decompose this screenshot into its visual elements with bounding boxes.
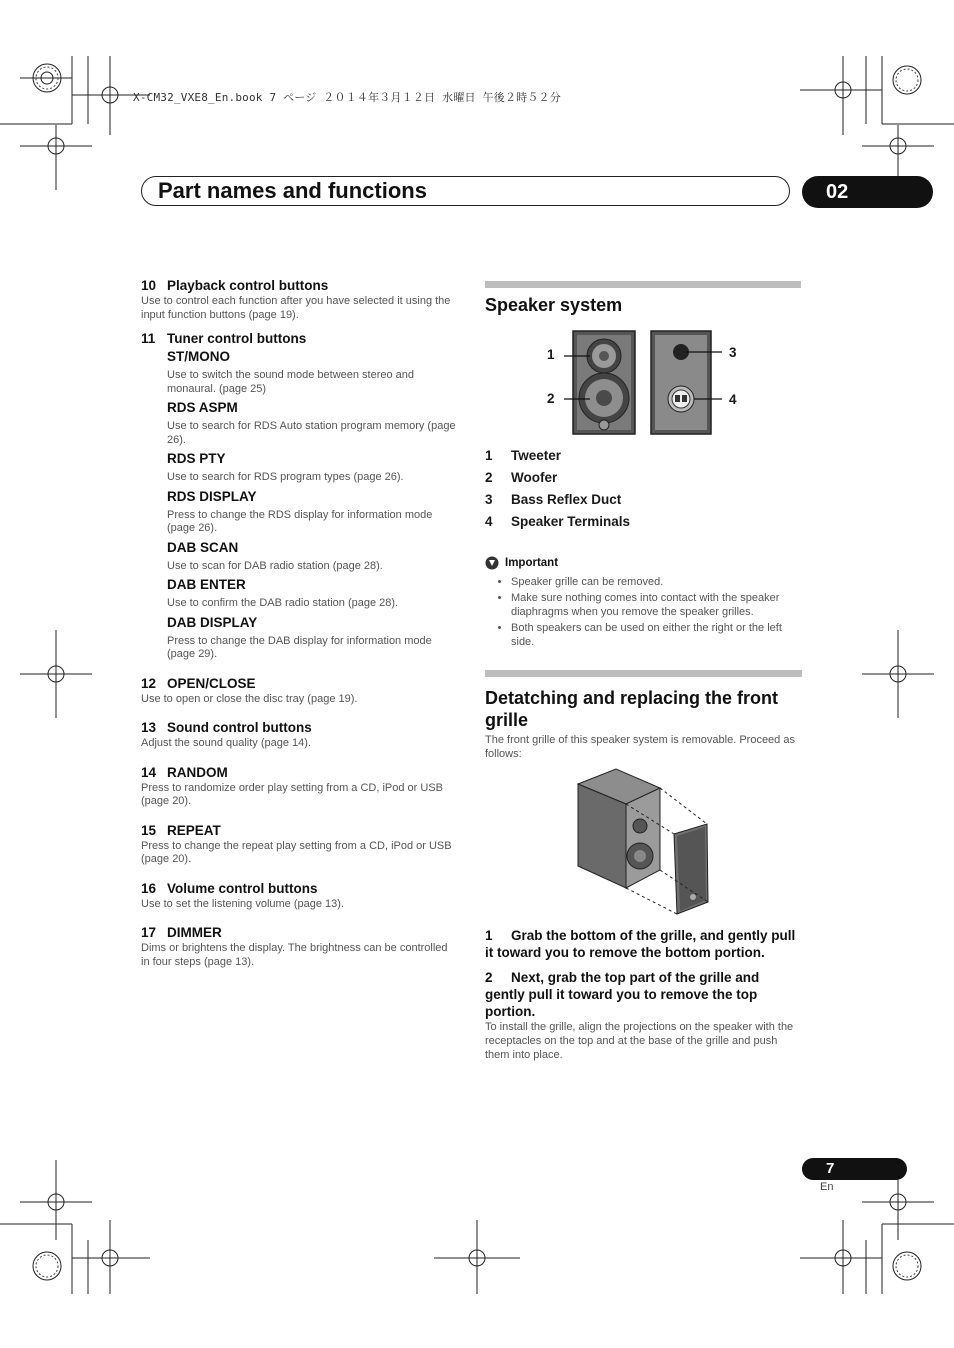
list-item: 10 Playback control buttons Use to control each function after you have selected it using the input function buttons (page 19). [141,278,451,321]
page-language: En [820,1181,834,1193]
list-item: 2 Woofer [485,470,558,485]
list-item: • Speaker grille can be removed. [511,575,802,589]
section-title: Detatching and replacing the front grille [485,688,779,730]
section-rule [485,670,802,677]
grille-outro: To install the grille, align the projections on the speaker with the receptacles on the top and at the base of the grille and push them into place. [485,1021,794,1061]
important-note [485,556,802,651]
grille-intro: The front grille of this speaker system is removable. Proceed as follows: [485,734,795,760]
list-item: 14 RANDOM Press to randomize order play setting from a CD, iPod or USB (page 20). [141,764,444,807]
section-title: Speaker system [485,295,623,315]
callout-2: 2 [547,391,555,406]
callout-3: 3 [729,345,737,360]
speaker-section [485,281,802,316]
left-column [141,278,459,978]
important-icon [485,556,499,570]
list-item: • Both speakers can be used on either the right or the left side. [511,621,802,649]
step-2: 2 Next, grab the top part of the grille and gently pull it toward you to remove the top portion. [485,970,760,1019]
important-bullets [485,575,802,649]
page-number: 7 [802,1158,907,1180]
list-item: 16 Volume control buttons Use to set the listening volume (page 13). [141,880,345,910]
print-header: X-CM32_VXE8_En.book 7 ページ ２０１４年３月１２日 水曜日 午後２時５２分 [133,91,561,104]
list-item: 3 Bass Reflex Duct [485,492,622,507]
grille-section [485,670,802,761]
chapter-number: 02 [802,176,933,208]
list-item: • Make sure nothing comes into contact with the speaker diaphragms when you remove the speaker grilles. [511,591,802,619]
speaker-diagram [530,328,760,438]
section-rule [485,281,801,288]
list-item: 1 Tweeter [485,448,562,463]
callout-4: 4 [729,392,737,407]
parts-list [485,445,802,533]
sub-list: ST/MONO Use to switch the sound mode between stereo and monaural. (page 25) RDS ASPM Use to search for RDS Auto station program memory (page 26). RDS PTY Use to search for RDS program types (page 26). RDS DISPLAY Press to change the RDS display for information mode (page 26). DAB SCAN Use to scan for DAB radio station (page 28). DAB ENTER Use to confirm the DAB radio station (page 28). DAB DISPLAY Press to change the DAB display for information mode (page 29). [167,349,456,660]
grille-steps [485,927,802,1062]
callout-1: 1 [547,347,555,362]
step-1: 1 Grab the bottom of the grille, and gently pull it toward you to remove the bottom portion. [485,928,796,960]
chapter-title: Part names and functions [158,178,427,203]
list-item: 17 DIMMER Dims or brightens the display. The brightness can be controlled in four steps (page 13). [141,925,448,968]
important-label: Important [505,557,559,569]
list-item: 13 Sound control buttons Adjust the sound quality (page 14). [141,720,312,749]
list-item: 4 Speaker Terminals [485,514,631,529]
list-item: 12 OPEN/CLOSE Use to open or close the disc tray (page 19). [141,675,358,705]
list-item: 15 REPEAT Press to change the repeat play setting from a CD, iPod or USB (page 20). [141,822,452,865]
grille-diagram [574,766,714,916]
list-item: 11 Tuner control buttons ST/MONO Use to switch the sound mode between stereo and monaural. (page 25) RDS ASPM Use to search for RDS Auto station program memory (page 26). RDS PTY Use to search for RDS program types (page 26). RDS DISPLAY Press to change the RDS display for information mode (page 26). DAB SCAN Use to scan for DAB radio station (page 28). DAB ENTER Use to confirm the DAB radio station (page 28). DAB DISPLAY Press to change the DAB display for information mode (page 29). [141,331,459,662]
